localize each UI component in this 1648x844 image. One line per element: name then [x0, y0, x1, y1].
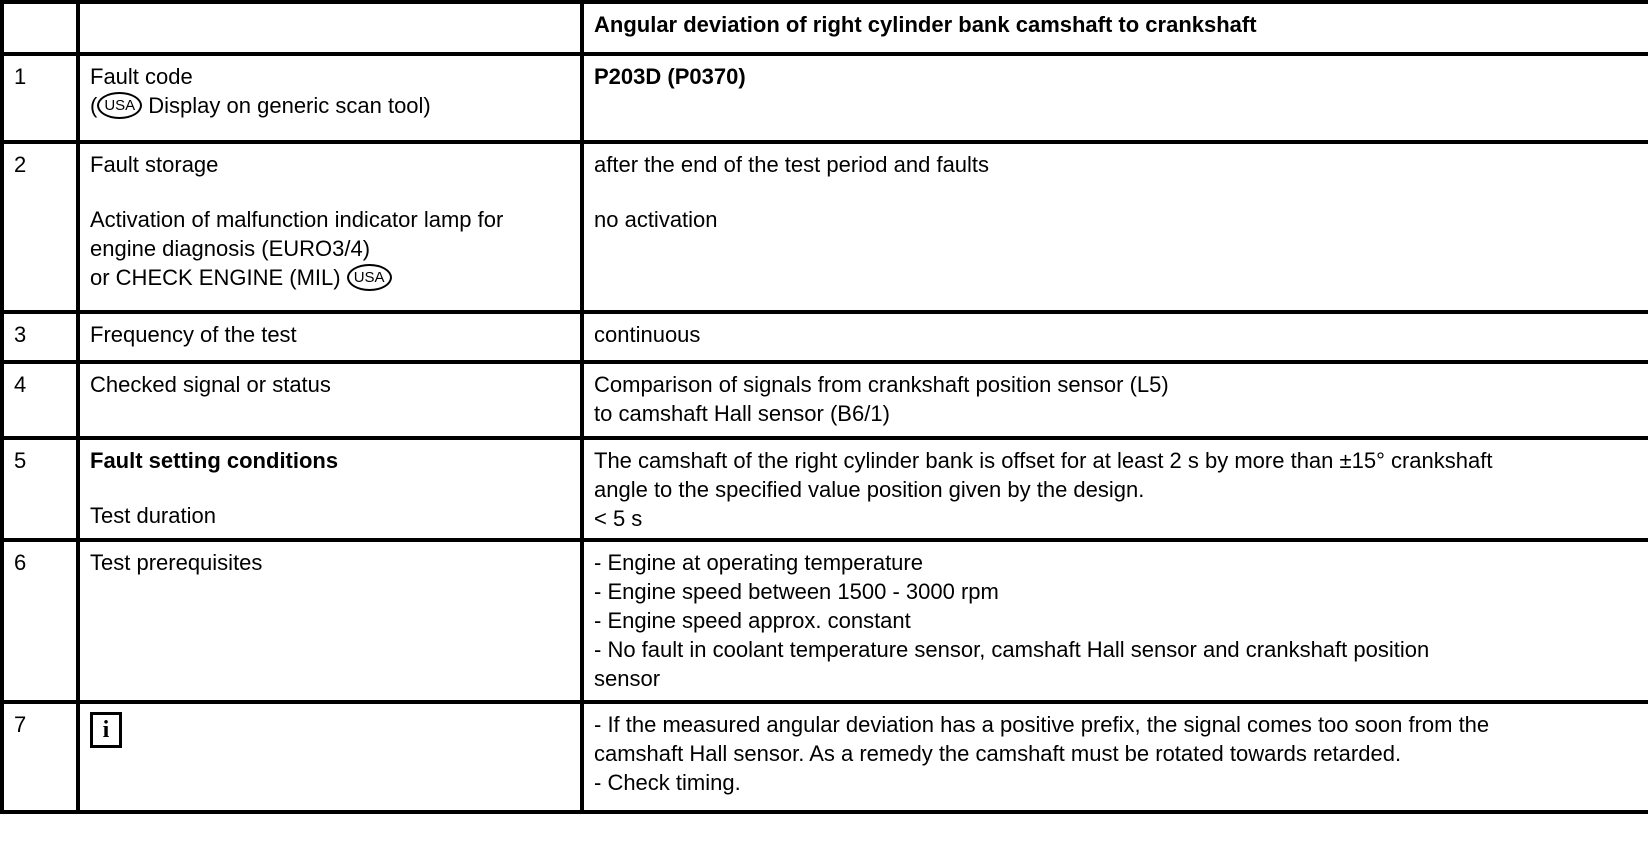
header-label-cell — [78, 2, 582, 54]
value-line: - Engine speed approx. constant — [594, 608, 911, 633]
value-line: to camshaft Hall sensor (B6/1) — [594, 401, 890, 426]
value-line: - If the measured angular deviation has a positive prefix, the signal comes too soon from the — [594, 712, 1490, 737]
mil-activation-value: no activation — [594, 207, 718, 232]
table-row — [2, 540, 1648, 702]
mil-label-line-1: Activation of malfunction indicator lamp for — [90, 207, 504, 232]
fault-code-value: P203D (P0370) — [582, 54, 1648, 142]
table-row — [2, 702, 1648, 812]
value-line: - No fault in coolant temperature sensor, camshaft Hall sensor and crankshaft position — [594, 637, 1430, 662]
value-line: < 5 s — [594, 506, 643, 531]
value-line: The camshaft of the right cylinder bank is offset for at least 2 s by more than ±15° crankshaft — [594, 448, 1493, 473]
value-line: Comparison of signals from crankshaft position sensor (L5) — [594, 372, 1169, 397]
test-duration-label: Test duration — [90, 503, 216, 528]
table-row — [2, 142, 1648, 312]
value-line: - Engine at operating temperature — [594, 550, 923, 575]
mil-label-line-2: engine diagnosis (EURO3/4) — [90, 236, 371, 261]
row-label: Test prerequisites — [78, 540, 582, 702]
fault-storage-label: Fault storage — [90, 152, 219, 177]
row-number: 1 — [2, 54, 78, 142]
row-label — [78, 438, 582, 540]
value-line: angle to the specified value position given by the design. — [594, 477, 1145, 502]
row-value — [582, 540, 1648, 702]
row-number: 2 — [2, 142, 78, 312]
row-label — [78, 142, 582, 312]
value-line: - Engine speed between 1500 - 3000 rpm — [594, 579, 999, 604]
mil-label-line-3: or CHECK ENGINE (MIL) USA — [90, 263, 570, 292]
header-title: Angular deviation of right cylinder bank camshaft to crankshaft — [582, 2, 1648, 54]
value-line: camshaft Hall sensor. As a remedy the camshaft must be rotated towards retarded. — [594, 741, 1402, 766]
table-header-row — [2, 2, 1648, 54]
row-value — [582, 142, 1648, 312]
row-number: 5 — [2, 438, 78, 540]
fault-code-label: Fault code — [90, 64, 193, 89]
row-label: Checked signal or status — [78, 362, 582, 438]
header-num-cell — [2, 2, 78, 54]
value-line: - Check timing. — [594, 770, 741, 795]
fault-setting-conditions-label: Fault setting conditions — [90, 448, 339, 473]
table-row — [2, 54, 1648, 142]
usa-badge-icon: USA — [97, 92, 142, 119]
value-line: sensor — [594, 666, 661, 691]
row-number: 3 — [2, 312, 78, 362]
row-label: Frequency of the test — [78, 312, 582, 362]
row-label — [78, 54, 582, 142]
row-number: 7 — [2, 702, 78, 812]
row-value: continuous — [582, 312, 1648, 362]
table-row — [2, 312, 1648, 362]
info-icon: i — [90, 712, 122, 748]
row-value — [582, 438, 1648, 540]
scan-tool-note: ( USA Display on generic scan tool) — [90, 93, 431, 118]
table-row — [2, 438, 1648, 540]
row-value — [582, 702, 1648, 812]
table-row — [2, 362, 1648, 438]
row-value — [582, 362, 1648, 438]
fault-storage-value: after the end of the test period and faults — [594, 152, 990, 177]
row-number: 4 — [2, 362, 78, 438]
row-label — [78, 702, 582, 812]
usa-badge-icon: USA — [347, 264, 392, 291]
row-number: 6 — [2, 540, 78, 702]
